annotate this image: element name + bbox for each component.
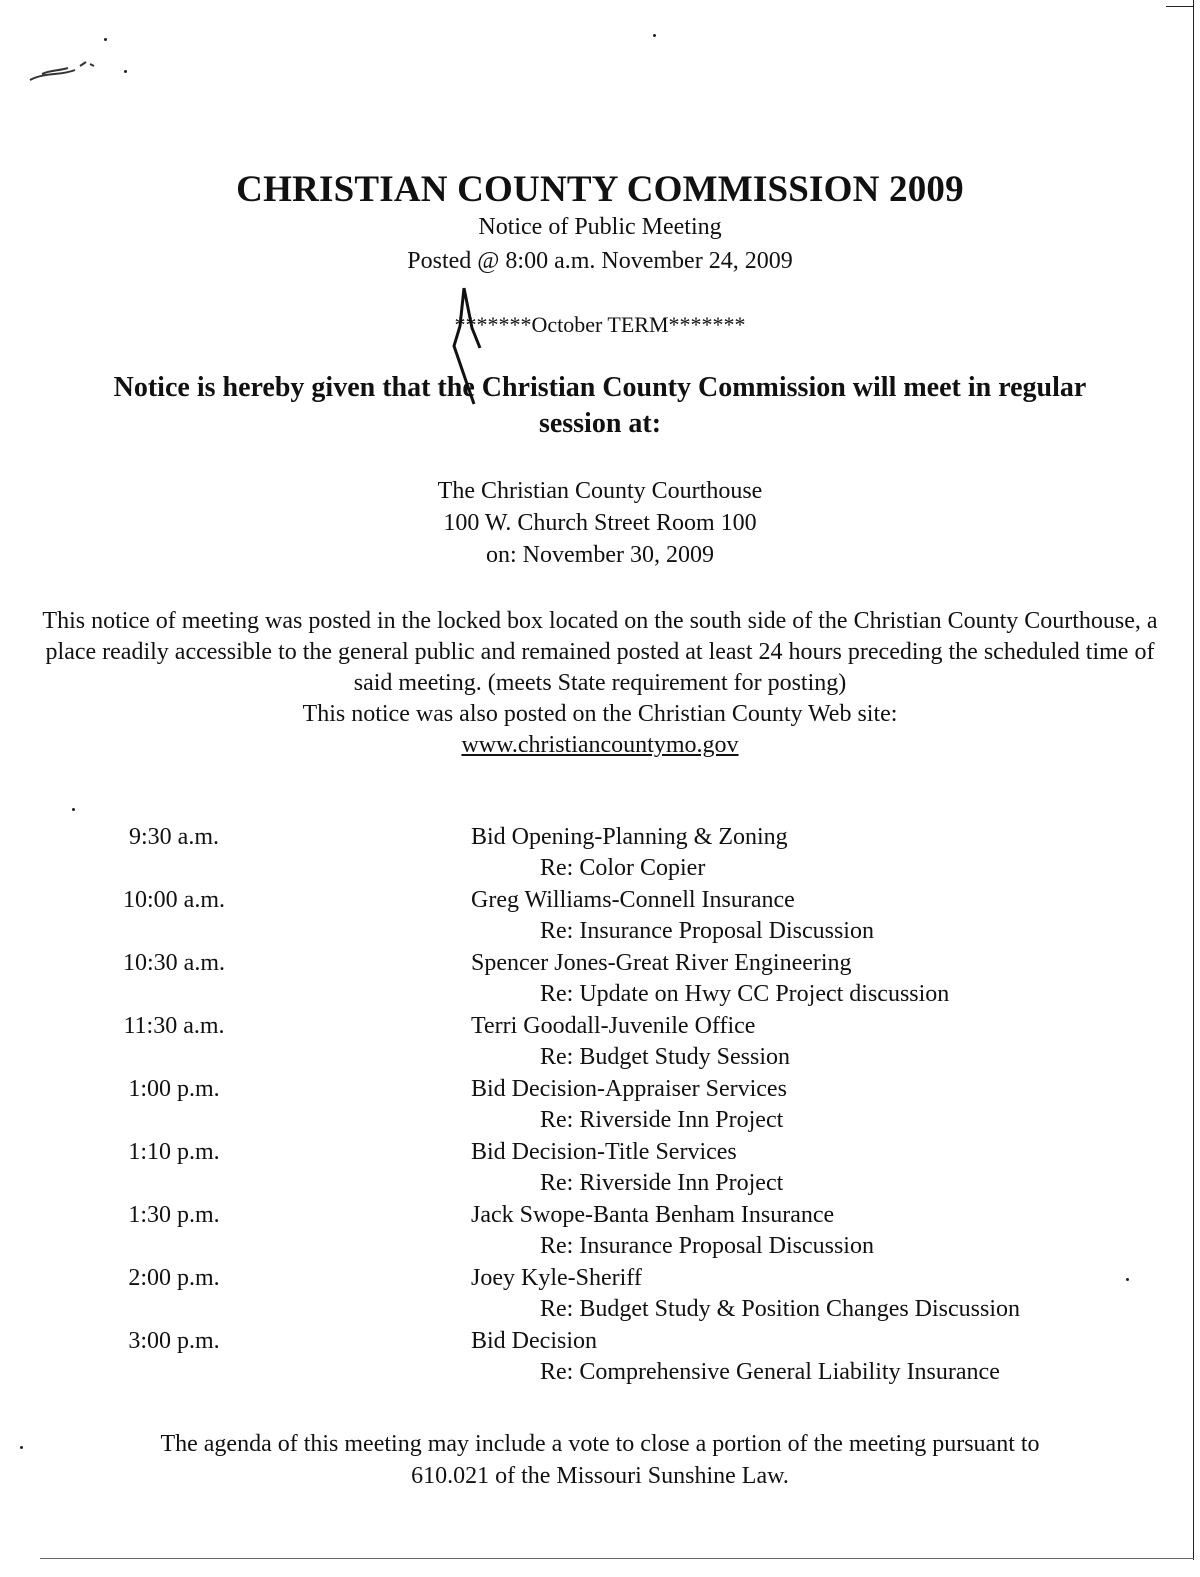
agenda-regarding: Re: Insurance Proposal Discussion (540, 918, 874, 944)
scan-speck (104, 38, 107, 41)
agenda-item: Jack Swope-Banta Benham Insurance (471, 1202, 835, 1228)
agenda-time: 9:30 a.m. (129, 824, 219, 850)
closing-note (60, 1428, 1140, 1492)
agenda-row (0, 1074, 1200, 1137)
agenda-time: 1:00 p.m. (128, 1076, 220, 1102)
closing-line1: The agenda of this meeting may include a vote to close a portion of the meeting pursuant to (160, 1431, 1040, 1457)
agenda-item: Spencer Jones-Great River Engineering (471, 950, 852, 976)
term-label: *******October TERM******* (454, 312, 746, 337)
page-edge-bottom (40, 1558, 1194, 1559)
notice-subtitle: Notice of Public Meeting (478, 214, 722, 240)
page-title: CHRISTIAN COUNTY COMMISSION 2009 (236, 169, 964, 210)
agenda-item: Bid Decision (471, 1328, 597, 1354)
page-edge-top (1166, 6, 1194, 7)
meeting-date: on: November 30, 2009 (486, 542, 714, 568)
agenda-row (0, 1137, 1200, 1200)
agenda-row (0, 885, 1200, 948)
agenda-time: 11:30 a.m. (123, 1013, 225, 1039)
agenda-regarding: Re: Insurance Proposal Discussion (540, 1233, 874, 1259)
agenda-regarding: Re: Riverside Inn Project (540, 1107, 784, 1133)
agenda-regarding: Re: Color Copier (540, 855, 706, 881)
agenda-time: 1:10 p.m. (128, 1139, 220, 1165)
agenda-row (0, 1326, 1200, 1389)
agenda-regarding: Re: Comprehensive General Liability Insurance (540, 1359, 1000, 1385)
scan-scribble-mark (20, 40, 140, 100)
posted-time: Posted @ 8:00 a.m. November 24, 2009 (407, 248, 793, 274)
scan-speck (20, 1446, 23, 1449)
meeting-notice-line2: session at: (538, 408, 662, 439)
scan-speck (653, 34, 656, 37)
meeting-notice-line1: Notice is hereby given that the Christian County Commission will meet in regular (113, 372, 1087, 403)
agenda-row (0, 1200, 1200, 1263)
agenda-item: Bid Decision-Appraiser Services (471, 1076, 787, 1102)
posting-text: This notice of meeting was posted in the locked box located on the south side of the Christian County Courthouse, a place readily accessible to the general public and remained posted at least 24 hours preceding the scheduled time of said meeting. (meets State requirement for posting) (42, 608, 1158, 696)
agenda-regarding: Re: Update on Hwy CC Project discussion (540, 981, 950, 1007)
agenda-item: Bid Decision-Title Services (471, 1139, 737, 1165)
agenda-regarding: Re: Riverside Inn Project (540, 1170, 784, 1196)
agenda-row (0, 948, 1200, 1011)
location-building: The Christian County Courthouse (437, 478, 763, 504)
location-address: 100 W. Church Street Room 100 (443, 510, 757, 536)
agenda-time: 10:30 a.m. (123, 950, 225, 976)
scan-speck (72, 808, 75, 811)
agenda-row (0, 1263, 1200, 1326)
agenda-time: 2:00 p.m. (128, 1265, 220, 1291)
agenda-time: 10:00 a.m. (123, 887, 225, 913)
agenda-regarding: Re: Budget Study Session (540, 1044, 791, 1070)
agenda-regarding: Re: Budget Study & Position Changes Discussion (540, 1296, 1021, 1322)
closing-line2: 610.021 of the Missouri Sunshine Law. (411, 1463, 789, 1489)
agenda-item: Joey Kyle-Sheriff (471, 1265, 642, 1291)
scan-speck (124, 70, 127, 73)
agenda-item: Greg Williams-Connell Insurance (471, 887, 795, 913)
agenda-time: 3:00 p.m. (128, 1328, 220, 1354)
agenda-row (0, 1011, 1200, 1074)
agenda-list (0, 822, 1200, 1389)
agenda-row (0, 822, 1200, 885)
web-note: This notice was also posted on the Christian County Web site: (302, 701, 898, 727)
posting-paragraph (40, 606, 1160, 761)
agenda-item: Terri Goodall-Juvenile Office (471, 1013, 756, 1039)
website-link[interactable]: www.christiancountymo.gov (461, 732, 739, 758)
agenda-item: Bid Opening-Planning & Zoning (471, 824, 788, 850)
agenda-time: 1:30 p.m. (128, 1202, 220, 1228)
meeting-notice (40, 370, 1160, 442)
